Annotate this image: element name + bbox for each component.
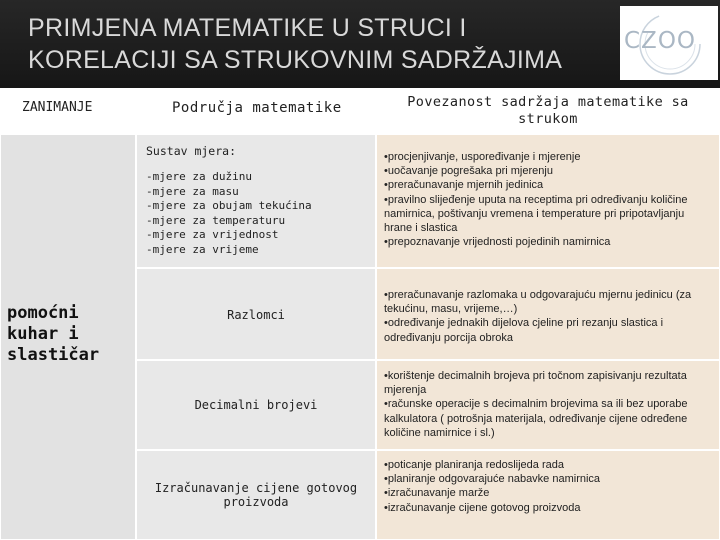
header-connection: Povezanost sadržaja matematike sa strukom (407, 94, 689, 127)
occupation-line: slastičar (7, 345, 100, 365)
list-item: •korištenje decimalnih brojeva pri točnom zapisivanju rezultata mjerenja (384, 370, 687, 397)
list-item: •izračunavanje marže (384, 487, 490, 500)
area-title-fractions: Razlomci (227, 308, 285, 322)
list-item: -mjere za vrijeme (146, 242, 259, 256)
list-item: •pravilno slijeđenje uputa na receptima pri određivanju količine namirnica, poštivanju vremena i temperature pri pripotavljanju hrane i slastica (384, 193, 688, 235)
czoo-logo (620, 6, 718, 80)
list-item: •određivanje jednakih dijelova cjeline pri rezanju slastica i određivanju porcija obroka (384, 317, 664, 344)
area-title-pricing: Izračunavanje cijene gotovog proizvoda (154, 481, 358, 509)
list-item: •uočavanje pogrešaka pri mjerenju (384, 165, 553, 178)
area-title-units: Sustav mjera: (146, 144, 237, 158)
occupation-line: pomoćni (7, 303, 79, 323)
units-list (146, 170, 312, 258)
list-item: -mjere za vrijednost (146, 228, 279, 242)
list-item: •procjenjivanje, uspoređivanje i mjerenje (384, 151, 581, 163)
logo-text: CZOO (624, 28, 697, 54)
area-title-decimals: Decimalni brojevi (194, 398, 318, 412)
list-item: -mjere za dužinu (146, 170, 252, 183)
list-item: -mjere za obujam tekućina (146, 199, 312, 213)
list-item: •računske operacije s decimalnim brojevima sa ili bez uporabe kalkulatora ( potrošnja materijala, određivanje cijene određene količine namirnice i sl.) (384, 398, 688, 439)
list-item: •preračunavanje mjernih jedinica (384, 179, 544, 192)
list-item: •planiranje odgovarajuće nabavke namirnica (384, 473, 601, 486)
slide-title (28, 12, 628, 76)
connection-text-units (384, 150, 714, 249)
list-item: •preračunavanje razlomaka u odgovarajuću mjernu jedinicu (za tekućinu, masu, vrijeme,…) (384, 289, 692, 316)
title-line-2: KORELACIJI SA STRUKOVNIM SADRŽAJIMA (28, 46, 563, 74)
occupation-line: kuhar i (7, 324, 79, 344)
list-item: •izračunavanje cijene gotovog proizvoda (384, 501, 581, 514)
occupation-name (7, 303, 99, 366)
slide-header (0, 0, 720, 88)
connection-text-fractions (384, 288, 714, 345)
list-item: •prepoznavanje vrijednosti pojedinih namirnica (384, 236, 611, 249)
list-item: -mjere za temperaturu (146, 213, 286, 227)
header-math-areas: Područja matematike (172, 100, 342, 116)
list-item: -mjere za masu (146, 184, 239, 198)
list-item: •poticanje planiranja redoslijeda rada (384, 459, 564, 471)
title-line-1: PRIMJENA MATEMATIKE U STRUCI I (28, 14, 467, 42)
connection-text-decimals (384, 369, 714, 440)
connection-text-pricing (384, 458, 714, 515)
header-occupation: ZANIMANJE (22, 100, 93, 115)
